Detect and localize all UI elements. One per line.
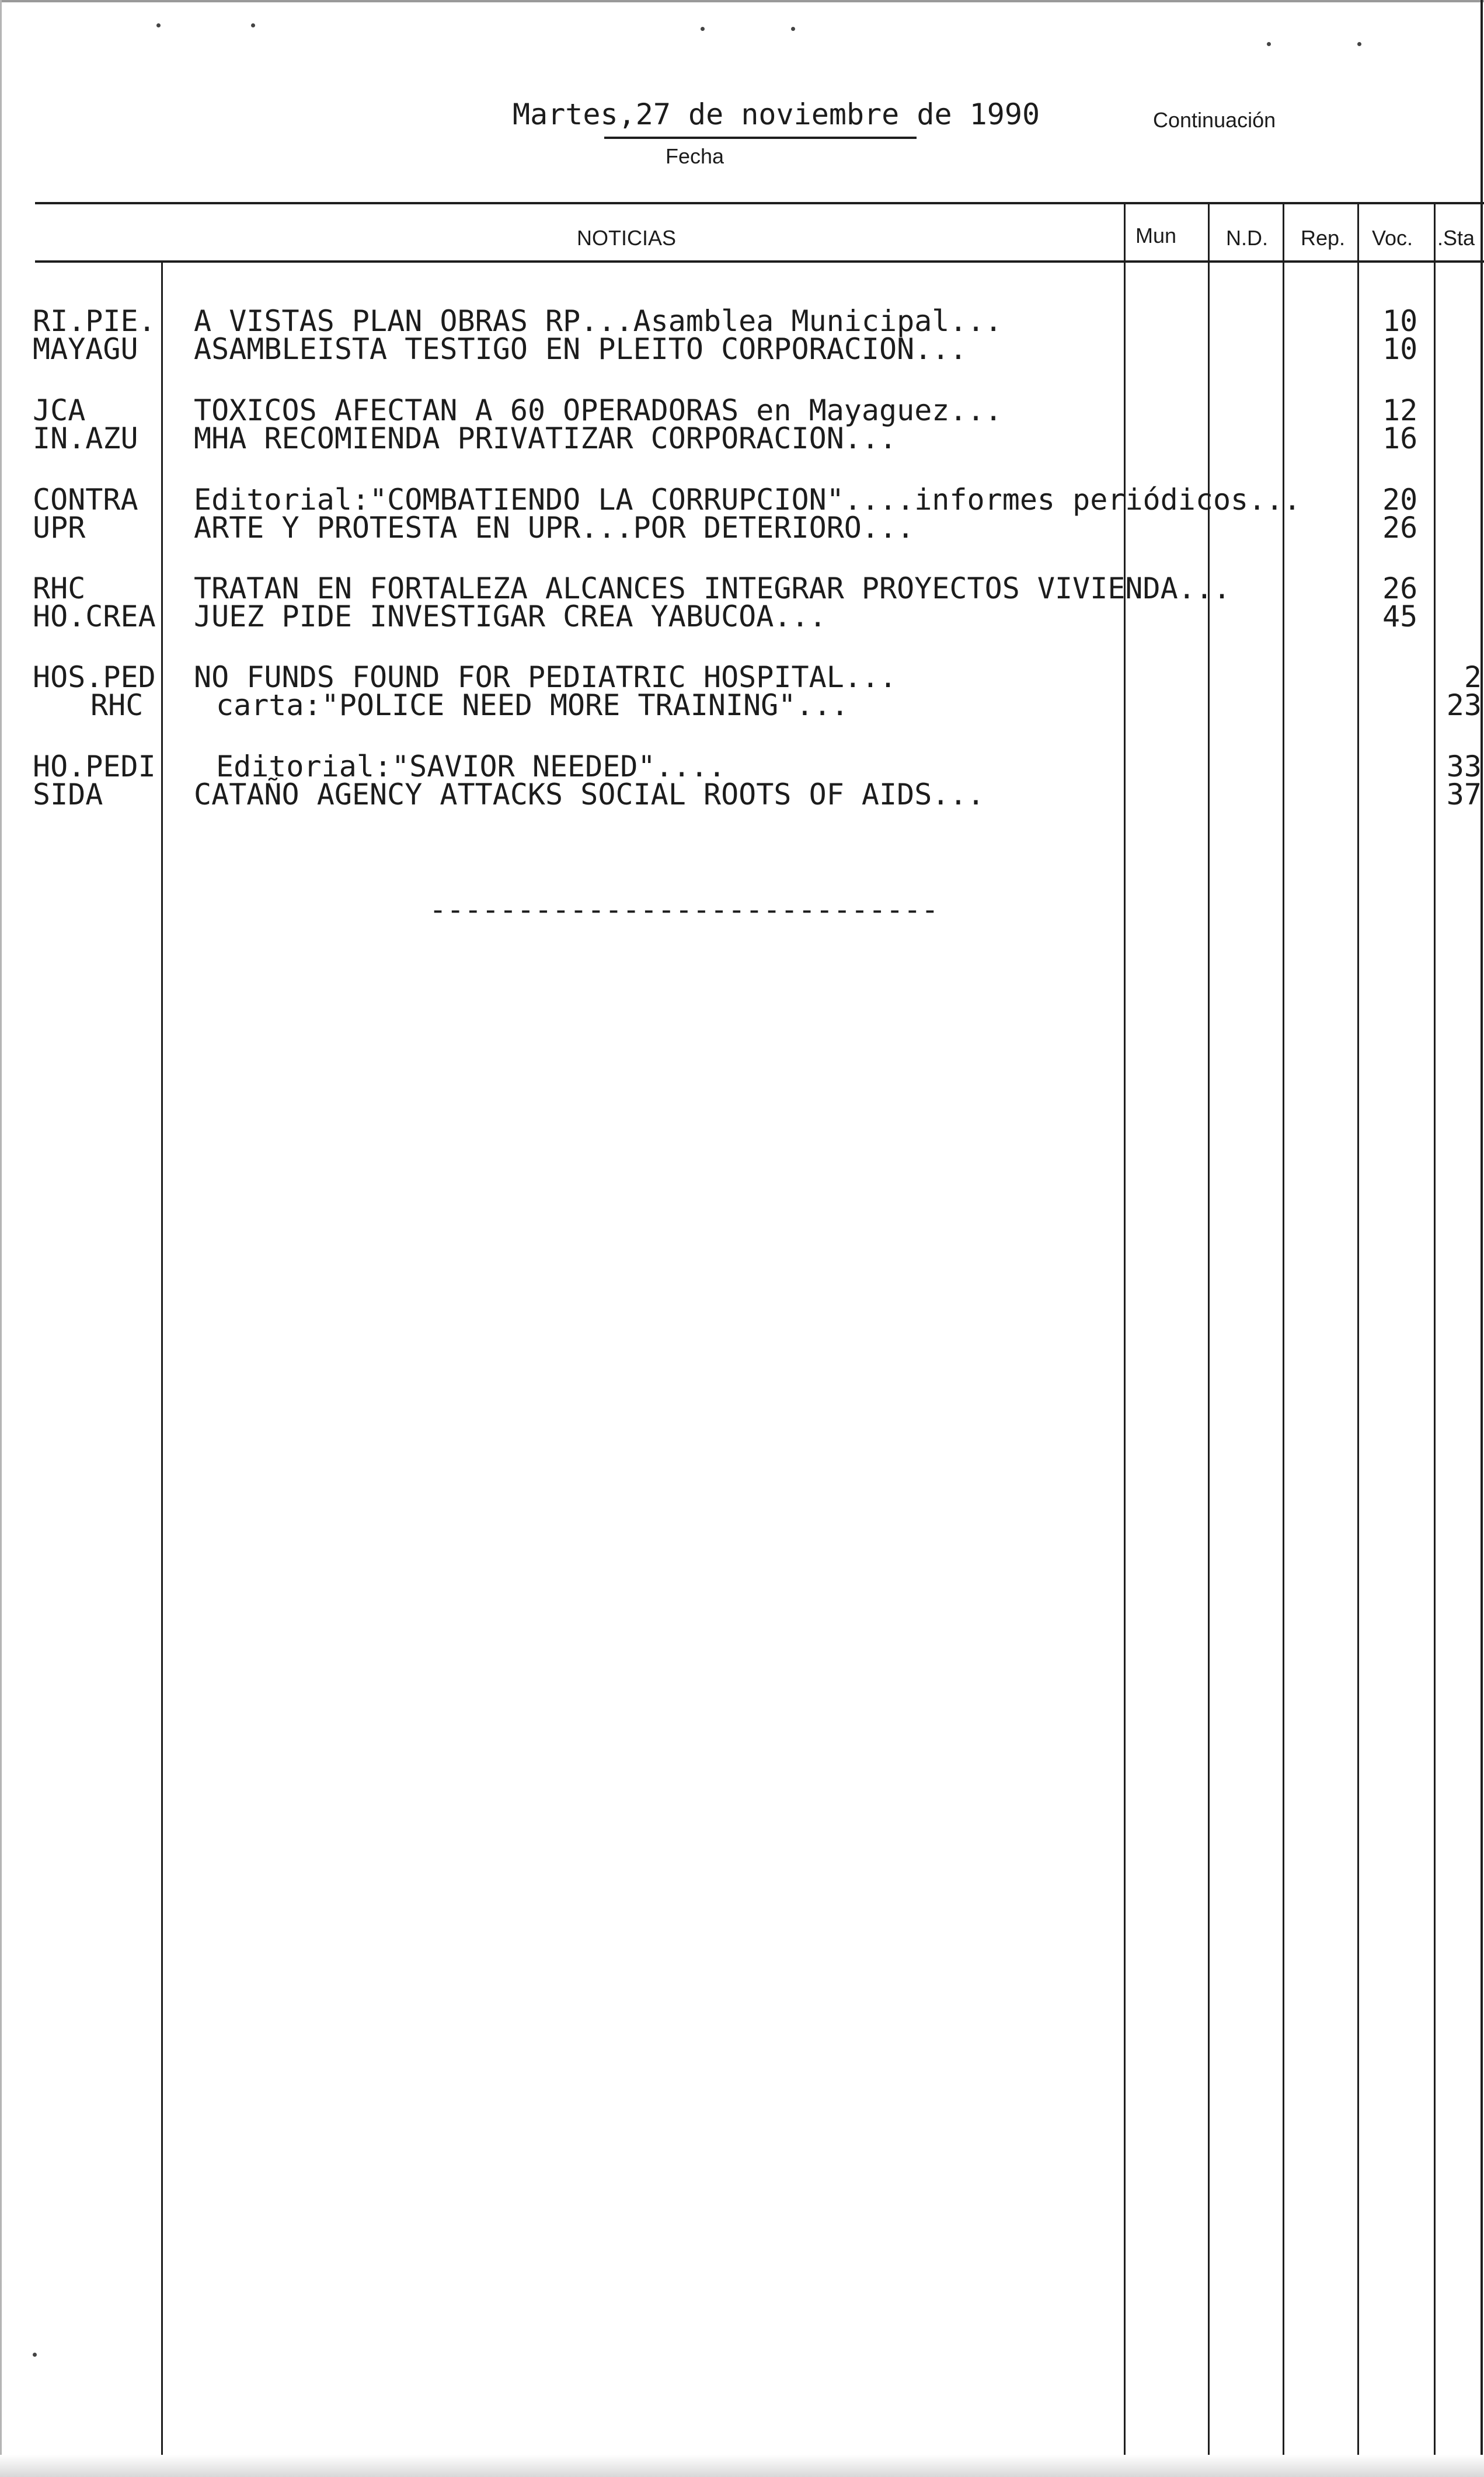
- speck: [1357, 42, 1361, 46]
- row-star-value: 23: [1446, 689, 1482, 722]
- column-header-rep: Rep.: [1301, 226, 1346, 250]
- speck: [701, 27, 705, 31]
- row-headline: carta:"POLICE NEED MORE TRAINING"...: [216, 688, 849, 722]
- column-divider-voc: [1357, 204, 1359, 2477]
- row-voc-value: 10: [1382, 304, 1418, 338]
- row-code: RHC: [90, 688, 144, 722]
- speck: [33, 2353, 37, 2357]
- row-voc-value: 10: [1382, 332, 1418, 366]
- column-header-nd: N.D.: [1226, 226, 1268, 250]
- row-star-value: 2: [1464, 661, 1482, 694]
- row-code: RHC: [33, 572, 86, 605]
- row-headline: CATAÑO AGENCY ATTACKS SOCIAL ROOTS OF AIDS...: [194, 778, 985, 811]
- row-headline: MHA RECOMIENDA PRIVATIZAR CORPORACION...: [194, 421, 897, 455]
- row-code: RI.PIE.: [33, 304, 156, 338]
- row-headline: ARTE Y PROTESTA EN UPR...POR DETERIORO...: [194, 511, 915, 545]
- left-edge-line: [0, 0, 2, 2477]
- row-code: JCA: [33, 393, 86, 427]
- row-code: SIDA: [33, 778, 103, 811]
- top-edge-line: [0, 0, 1484, 2]
- row-code: IN.AZU: [33, 421, 138, 455]
- column-header-noticias: NOTICIAS: [577, 226, 677, 250]
- row-star-value: 37: [1446, 778, 1482, 811]
- column-divider-mun: [1124, 204, 1126, 2477]
- end-rule: -----------------------------: [429, 893, 939, 926]
- row-voc-value: 20: [1382, 483, 1418, 517]
- speck: [156, 23, 161, 27]
- row-headline: TOXICOS AFECTAN A 60 OPERADORAS en Mayaguez...: [194, 393, 1002, 427]
- row-code: HO.PEDI: [33, 750, 156, 783]
- right-edge-line: [1480, 0, 1483, 2477]
- row-voc-value: 26: [1382, 511, 1418, 545]
- row-headline: TRATAN EN FORTALEZA ALCANCES INTEGRAR PROYECTOS VIVIENDA...: [194, 572, 1231, 605]
- table-top-rule: [35, 202, 1484, 204]
- column-divider-star: [1434, 204, 1436, 2477]
- date-label: Fecha: [666, 144, 724, 168]
- row-voc-value: 26: [1382, 572, 1418, 605]
- speck: [791, 27, 795, 31]
- column-divider-rep: [1283, 204, 1284, 2477]
- row-headline: Editorial:"SAVIOR NEEDED"....: [216, 750, 726, 783]
- column-header-star: .Sta: [1437, 226, 1475, 250]
- row-code: UPR: [33, 511, 86, 545]
- row-headline: Editorial:"COMBATIENDO LA CORRUPCION"....informes periódicos...: [194, 483, 1301, 517]
- row-star-value: 33: [1446, 750, 1482, 783]
- row-voc-value: 12: [1382, 393, 1418, 427]
- speck: [251, 23, 255, 27]
- row-headline: ASAMBLEISTA TESTIGO EN PLEITO CORPORACION...: [194, 332, 967, 366]
- row-code: HOS.PED: [33, 660, 156, 694]
- row-code: CONTRA: [33, 483, 138, 517]
- date-underline: [604, 137, 917, 139]
- row-headline: NO FUNDS FOUND FOR PEDIATRIC HOSPITAL...: [194, 660, 897, 694]
- bottom-scan-shadow: [0, 2455, 1484, 2477]
- row-headline: JUEZ PIDE INVESTIGAR CREA YABUCOA...: [194, 600, 827, 633]
- row-headline: A VISTAS PLAN OBRAS RP...Asamblea Municipal...: [194, 304, 1002, 338]
- column-header-voc: Voc.: [1372, 226, 1413, 250]
- date-text: Martes,27 de noviembre de 1990: [513, 97, 1040, 131]
- column-divider-codes: [161, 262, 163, 2477]
- row-code: MAYAGU: [33, 332, 138, 366]
- column-divider-nd: [1208, 204, 1210, 2477]
- continuation-label: Continuación: [1153, 108, 1276, 132]
- row-voc-value: 16: [1382, 421, 1418, 455]
- table-header-rule: [35, 260, 1484, 263]
- row-code: HO.CREA: [33, 600, 156, 633]
- column-header-mun: Mun: [1135, 224, 1177, 248]
- row-voc-value: 45: [1382, 600, 1418, 633]
- speck: [1267, 42, 1271, 46]
